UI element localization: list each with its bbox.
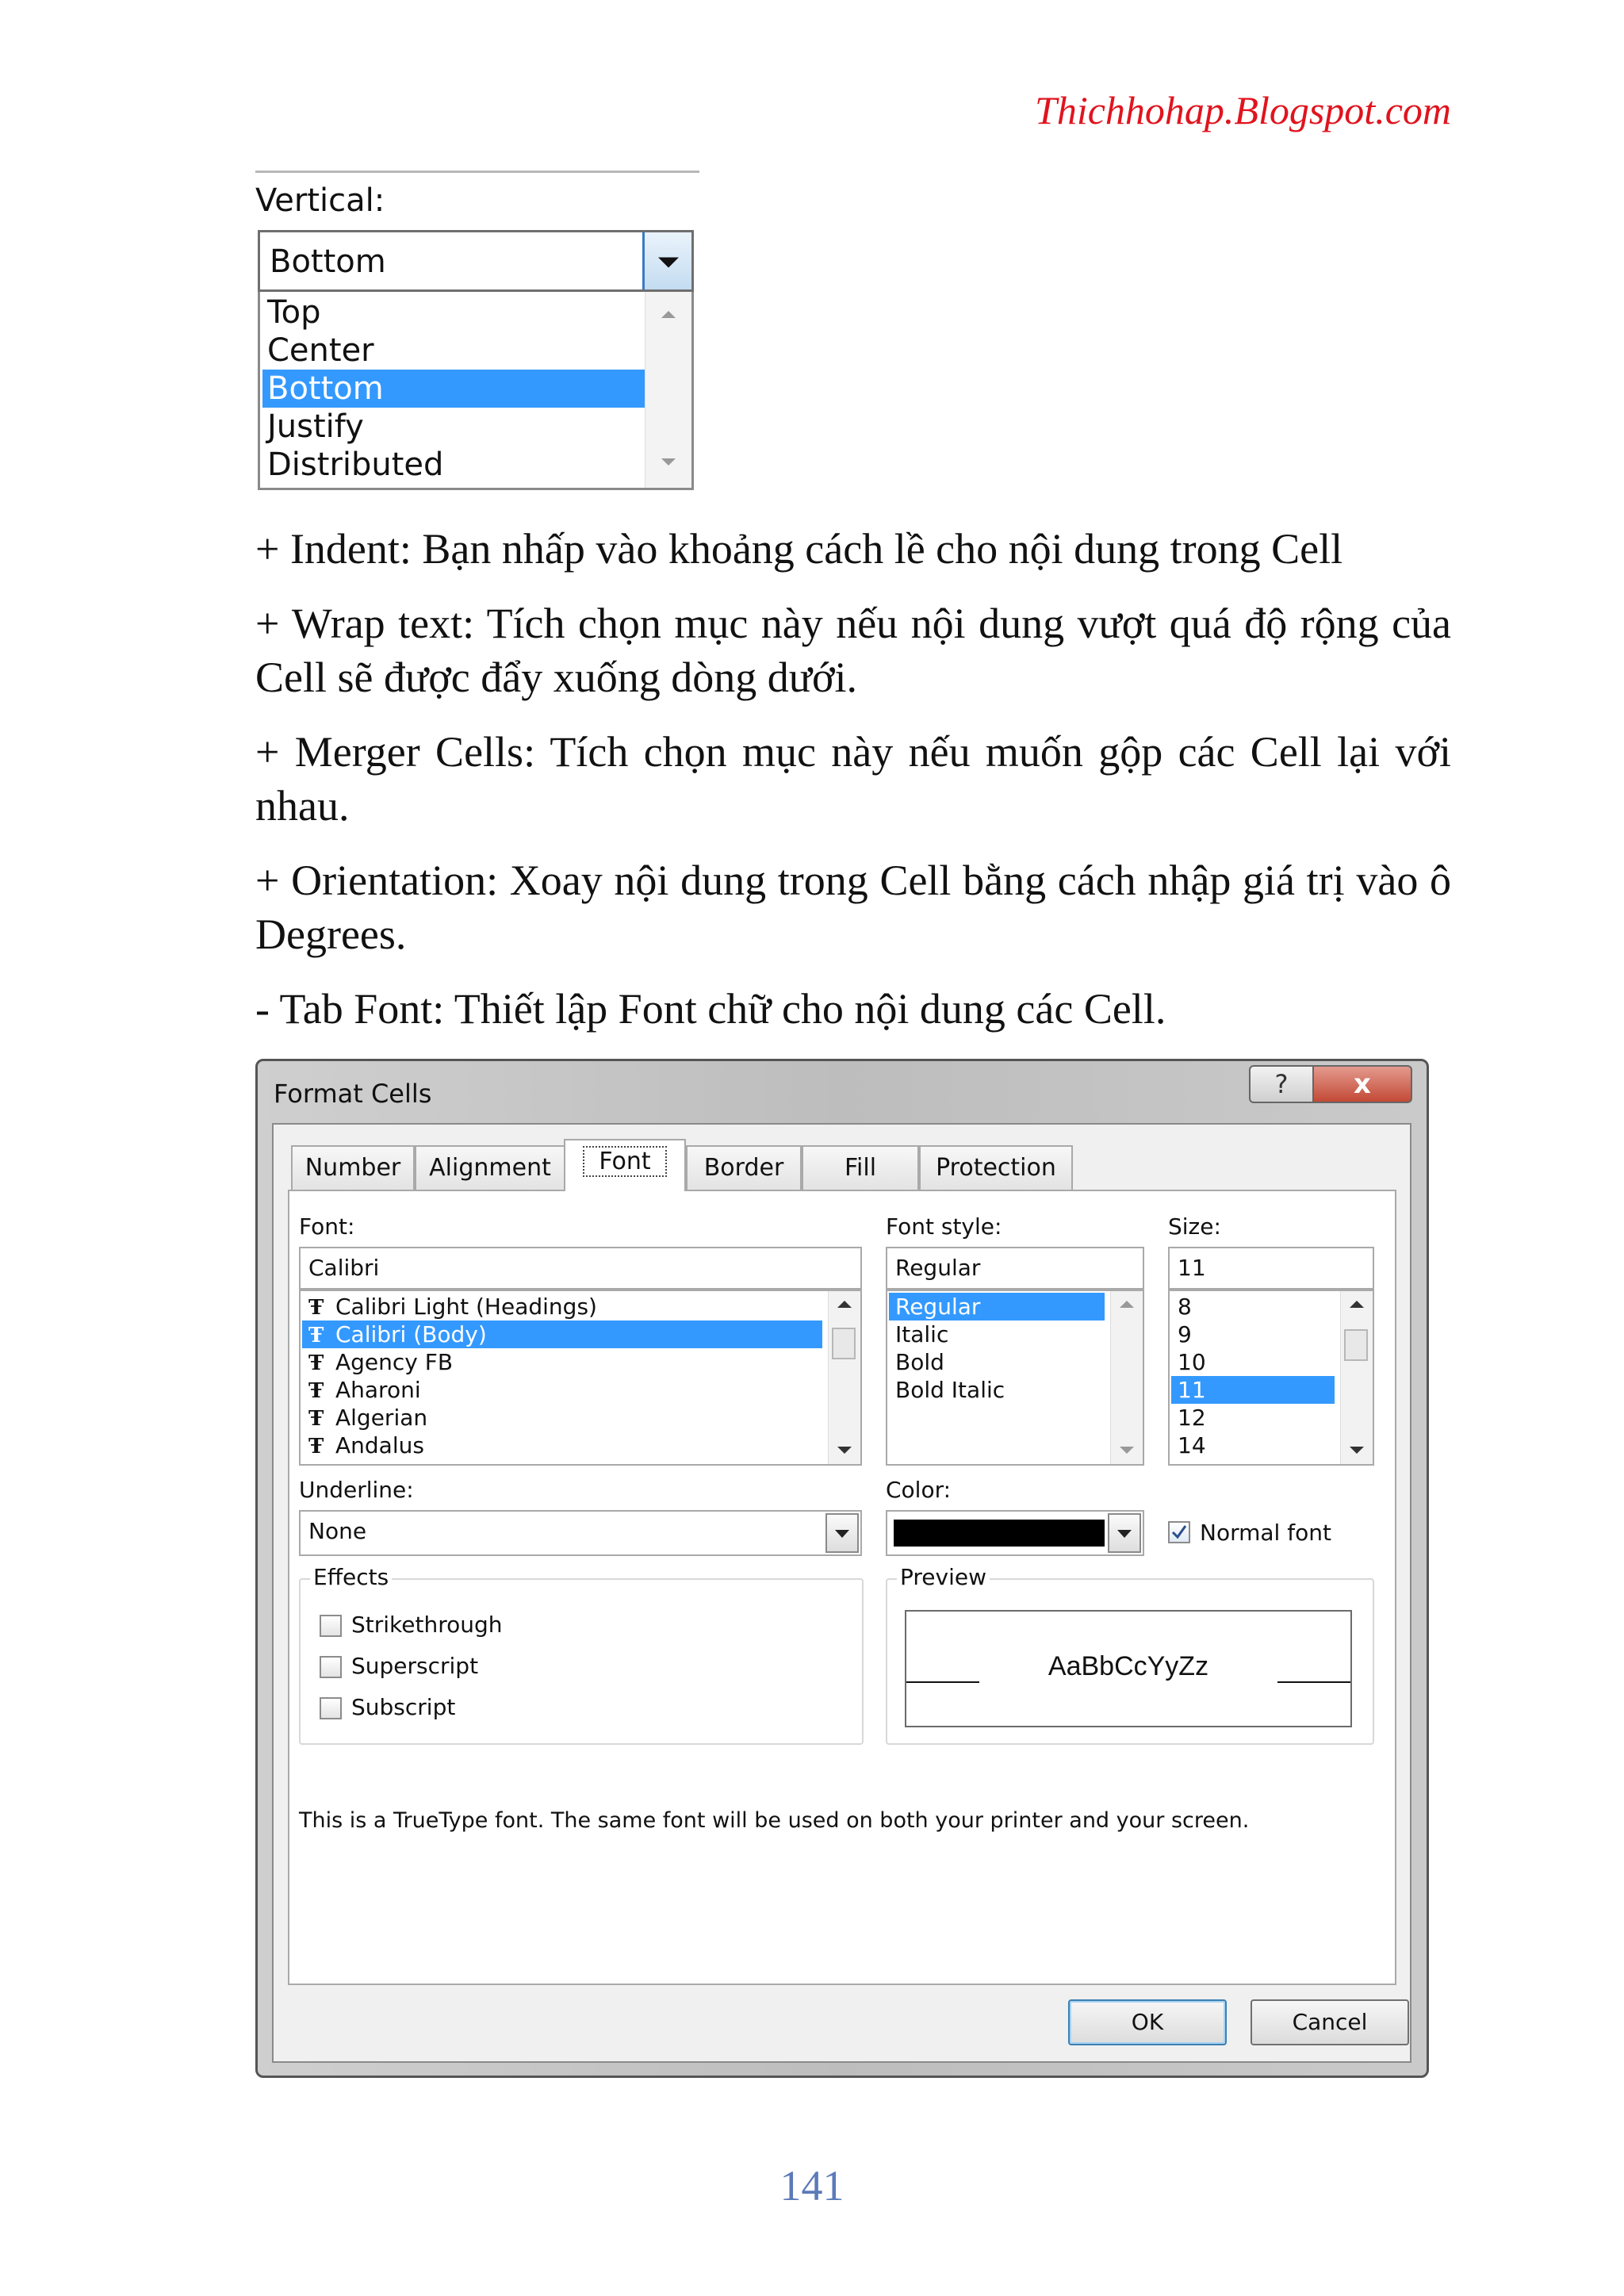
scroll-down-icon[interactable]: [1350, 1447, 1364, 1454]
preview-title: Preview: [897, 1564, 990, 1590]
scroll-up-icon[interactable]: [837, 1301, 852, 1308]
tab-protection[interactable]: Protection: [919, 1145, 1073, 1190]
size-input[interactable]: [1168, 1247, 1374, 1290]
underline-select[interactable]: [299, 1510, 862, 1556]
scroll-down-icon[interactable]: [837, 1447, 852, 1454]
paragraph-tab-font: - Tab Font: Thiết lập Font chữ cho nội dung các Cell.: [255, 985, 1166, 1033]
vertical-option-distributed[interactable]: Distributed: [267, 447, 444, 483]
help-button[interactable]: ?: [1249, 1065, 1314, 1103]
font-list-item[interactable]: Ŧ Calibri (Body): [302, 1320, 822, 1348]
superscript-label: Superscript: [351, 1653, 479, 1679]
vertical-option-justify[interactable]: Justify: [267, 408, 364, 445]
tab-border[interactable]: Border: [686, 1145, 802, 1190]
size-list[interactable]: [1168, 1290, 1374, 1466]
normal-font-label: Normal font: [1200, 1520, 1331, 1546]
size-label: Size:: [1168, 1213, 1221, 1240]
scroll-down-icon[interactable]: [661, 458, 676, 466]
cancel-button[interactable]: Cancel: [1251, 1999, 1409, 2045]
color-label: Color:: [886, 1477, 952, 1503]
site-header: Thichhohap.Blogspot.com: [1035, 88, 1451, 132]
preview-box: [905, 1610, 1352, 1727]
preview-group: [886, 1564, 1374, 1745]
color-swatch: [894, 1520, 1105, 1547]
vertical-option-top[interactable]: Top: [267, 294, 321, 331]
font-list[interactable]: [299, 1290, 862, 1466]
normal-font-checkbox[interactable]: [1168, 1521, 1190, 1543]
scroll-up-icon[interactable]: [1120, 1301, 1134, 1308]
chevron-down-icon: [835, 1530, 849, 1538]
ok-button[interactable]: OK: [1068, 1999, 1227, 2045]
paragraph-indent: + Indent: Bạn nhấp vào khoảng cách lề cho nội dung trong Cell: [255, 525, 1343, 573]
vertical-option-center[interactable]: Center: [267, 332, 374, 369]
size-item[interactable]: 8: [1178, 1294, 1192, 1320]
close-button[interactable]: x: [1312, 1065, 1412, 1103]
strikethrough-label: Strikethrough: [351, 1612, 503, 1638]
font-style-label: Font style:: [886, 1213, 1002, 1240]
size-item[interactable]: 10: [1178, 1349, 1206, 1375]
paragraph-wrap-text: + Wrap text: Tích chọn mục này nếu nội dung vượt quá độ rộng của Cell sẽ được đẩy xuống dòng dưới.: [255, 600, 1451, 701]
font-list-item[interactable]: Ŧ Agency FB: [302, 1348, 822, 1376]
chevron-down-icon: [658, 257, 679, 267]
scrollbar-thumb[interactable]: [1344, 1329, 1368, 1361]
section-divider: [255, 171, 699, 173]
tab-alignment[interactable]: Alignment: [415, 1145, 565, 1190]
font-label: Font:: [299, 1213, 355, 1240]
color-picker[interactable]: [886, 1510, 1144, 1556]
vertical-combobox-value: Bottom: [270, 243, 386, 280]
scrollbar-thumb[interactable]: [832, 1328, 856, 1359]
strikethrough-checkbox[interactable]: [320, 1615, 342, 1637]
size-item[interactable]: 14: [1178, 1432, 1206, 1458]
format-cells-dialog: [255, 1059, 1429, 2078]
font-style-scrollbar[interactable]: [1110, 1291, 1143, 1464]
font-list-scrollbar[interactable]: [828, 1291, 860, 1464]
tab-number[interactable]: Number: [291, 1145, 415, 1190]
font-list-item[interactable]: Ŧ Aharoni: [302, 1376, 822, 1404]
size-input-value: 11: [1178, 1255, 1206, 1281]
truetype-icon: Ŧ: [308, 1296, 324, 1320]
truetype-icon: Ŧ: [308, 1407, 324, 1431]
size-item[interactable]: 9: [1178, 1321, 1192, 1347]
truetype-info-text: This is a TrueType font. The same font will be used on both your printer and your screen.: [299, 1808, 1250, 1833]
font-style-item[interactable]: Regular: [889, 1293, 1105, 1320]
tab-font-label: Font: [583, 1146, 666, 1177]
font-input[interactable]: [299, 1247, 862, 1290]
vertical-dropdown-button[interactable]: [642, 232, 691, 289]
font-style-item[interactable]: Bold Italic: [895, 1377, 1005, 1403]
scroll-up-icon[interactable]: [1350, 1301, 1364, 1308]
vertical-combobox[interactable]: [258, 230, 694, 292]
size-item[interactable]: 11: [1171, 1376, 1335, 1404]
paragraph-merge-cells: + Merger Cells: Tích chọn mục này nếu muốn gộp các Cell lại với nhau.: [255, 728, 1451, 830]
font-list-item[interactable]: Ŧ Algerian: [302, 1404, 822, 1432]
checkmark-icon: [1170, 1523, 1189, 1542]
font-style-item[interactable]: Italic: [895, 1321, 949, 1347]
size-list-scrollbar[interactable]: [1340, 1291, 1373, 1464]
font-input-value: Calibri: [308, 1255, 380, 1281]
chevron-down-icon: [1117, 1530, 1132, 1538]
font-style-list[interactable]: [886, 1290, 1144, 1466]
dialog-body: [272, 1123, 1411, 2063]
effects-title: Effects: [310, 1564, 392, 1590]
truetype-icon: Ŧ: [308, 1379, 324, 1403]
font-tab-page: [288, 1190, 1396, 1985]
dialog-title: Format Cells: [274, 1079, 432, 1109]
color-dropdown-button[interactable]: [1108, 1513, 1141, 1553]
tab-fill[interactable]: Fill: [802, 1145, 919, 1190]
underline-select-value: None: [308, 1518, 367, 1544]
scroll-down-icon[interactable]: [1120, 1447, 1134, 1454]
underline-label: Underline:: [299, 1477, 414, 1503]
underline-dropdown-button[interactable]: [825, 1513, 859, 1553]
scroll-up-icon[interactable]: [661, 311, 676, 318]
truetype-icon: Ŧ: [308, 1435, 324, 1458]
superscript-checkbox[interactable]: [320, 1656, 342, 1678]
page-number: 141: [779, 2162, 845, 2210]
font-style-item[interactable]: Bold: [895, 1349, 944, 1375]
vertical-option-bottom[interactable]: Bottom: [262, 370, 647, 408]
font-style-input[interactable]: [886, 1247, 1144, 1290]
font-style-input-value: Regular: [895, 1255, 981, 1281]
vertical-list-scrollbar[interactable]: [645, 292, 691, 488]
subscript-label: Subscript: [351, 1694, 456, 1720]
truetype-icon: Ŧ: [308, 1351, 324, 1375]
tab-font[interactable]: [564, 1139, 686, 1191]
vertical-options-list[interactable]: [258, 292, 694, 490]
subscript-checkbox[interactable]: [320, 1697, 342, 1719]
font-list-item[interactable]: Ŧ Calibri Light (Headings): [302, 1293, 822, 1320]
vertical-label: Vertical:: [255, 182, 385, 219]
preview-sample: AaBbCcYyZz: [1048, 1651, 1209, 1681]
baseline-right: [1277, 1681, 1350, 1683]
font-list-item[interactable]: Ŧ Andalus: [302, 1432, 822, 1459]
paragraph-orientation: + Orientation: Xoay nội dung trong Cell bằng cách nhập giá trị vào ô Degrees.: [255, 857, 1451, 958]
size-item[interactable]: 12: [1178, 1405, 1206, 1431]
truetype-icon: Ŧ: [308, 1324, 324, 1347]
effects-group: [299, 1564, 864, 1745]
